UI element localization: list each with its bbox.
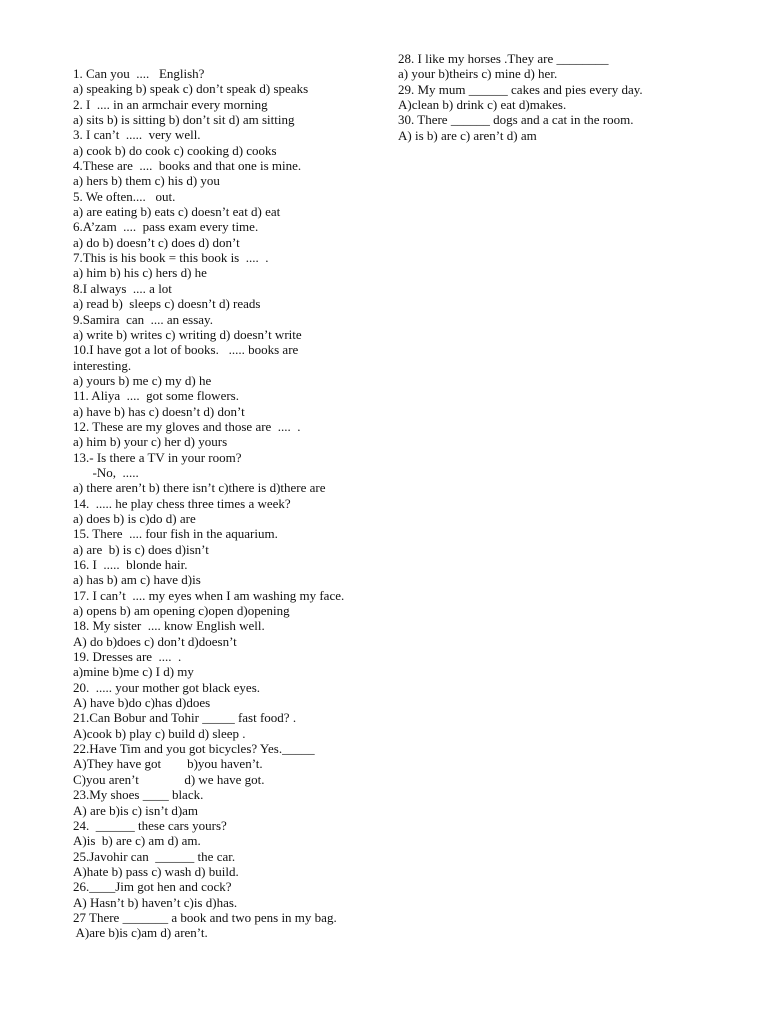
question-line: a) him b) your c) her d) yours xyxy=(73,434,228,450)
question-line: a) does b) is c)do d) are xyxy=(73,510,196,526)
question-line: 26.____Jim got hen and cock? xyxy=(73,879,232,895)
question-line: C)you aren’t d) we have got. xyxy=(73,771,265,787)
question-line: A)are b)is c)am d) aren’t. xyxy=(73,925,208,941)
question-line: 20. ..... your mother got black eyes. xyxy=(73,679,261,695)
question-line: a) him b) his c) hers d) he xyxy=(73,265,207,281)
question-line: 29. My mum ______ cakes and pies every day. xyxy=(398,81,643,97)
question-line: 9.Samira can .... an essay. xyxy=(73,311,213,327)
question-line: A) Hasn’t b) haven’t c)is d)has. xyxy=(73,894,238,910)
left-column xyxy=(73,66,373,941)
question-line: 21.Can Bobur and Tohir _____ fast food? . xyxy=(73,710,297,726)
question-line: 30. There ______ dogs and a cat in the room. xyxy=(398,112,634,128)
question-line: 14. ..... he play chess three times a week? xyxy=(73,495,291,511)
question-line: 18. My sister .... know English well. xyxy=(73,618,265,634)
question-line: interesting. xyxy=(73,357,132,373)
question-line: -No, ..... xyxy=(73,464,139,480)
question-line: a)mine b)me c) I d) my xyxy=(73,664,194,680)
question-line: a) hers b) them c) his d) you xyxy=(73,173,220,189)
question-line: 5. We often.... out. xyxy=(73,188,176,204)
question-line: 8.I always .... a lot xyxy=(73,280,172,296)
question-line: a) yours b) me c) my d) he xyxy=(73,372,212,388)
question-line: a) cook b) do cook c) cooking d) cooks xyxy=(73,142,277,158)
question-line: a) your b)theirs c) mine d) her. xyxy=(398,66,558,82)
question-line: 17. I can’t .... my eyes when I am washing my face. xyxy=(73,587,345,603)
question-line: 19. Dresses are .... . xyxy=(73,649,182,665)
question-line: a) read b) sleeps c) doesn’t d) reads xyxy=(73,296,261,312)
question-line: 16. I ..... blonde hair. xyxy=(73,557,188,572)
question-line: 25.Javohir can ______ the car. xyxy=(73,848,236,864)
question-line: 1. Can you .... English? xyxy=(73,66,205,81)
question-line: 4.These are .... books and that one is mine. xyxy=(73,158,302,174)
question-line: a) there aren’t b) there isn’t c)there is d)there are xyxy=(73,480,326,496)
question-line: A) have b)do c)has d)does xyxy=(73,695,211,711)
question-line: 27 There _______ a book and two pens in my bag. xyxy=(73,909,337,925)
question-line: 7.This is his book = this book is .... . xyxy=(73,250,269,266)
question-line: 23.My shoes ____ black. xyxy=(73,787,204,803)
question-line: A)cook b) play c) build d) sleep . xyxy=(73,725,246,741)
question-line: a) sits b) is sitting b) don’t sit d) am sitting xyxy=(73,112,295,128)
question-line: A)hate b) pass c) wash d) build. xyxy=(73,863,239,879)
question-line: 15. There .... four fish in the aquarium. xyxy=(73,526,278,542)
question-line: 12. These are my gloves and those are .... . xyxy=(73,418,301,434)
right-column xyxy=(398,51,698,143)
question-line: 22.Have Tim and you got bicycles? Yes._____ xyxy=(73,741,315,757)
question-line: A) are b)is c) isn’t d)am xyxy=(73,802,199,818)
question-line: 11. Aliya .... got some flowers. xyxy=(73,388,239,404)
question-line: 6.A’zam .... pass exam every time. xyxy=(73,219,259,235)
question-line: 24. ______ these cars yours? xyxy=(73,817,227,833)
question-line: 10.I have got a lot of books. ..... books are xyxy=(73,342,299,358)
question-line: a) has b) am c) have d)is xyxy=(73,572,201,588)
question-line: A)clean b) drink c) eat d)makes. xyxy=(398,97,567,113)
question-line: 3. I can’t ..... very well. xyxy=(73,127,201,143)
question-line: a) write b) writes c) writing d) doesn’t write xyxy=(73,326,302,342)
question-line: A)is b) are c) am d) am. xyxy=(73,833,201,849)
question-line: a) are eating b) eats c) doesn’t eat d) eat xyxy=(73,204,281,220)
question-line: 28. I like my horses .They are ________ xyxy=(398,51,609,66)
question-line: a) speaking b) speak c) don’t speak d) speaks xyxy=(73,81,309,97)
question-line: 13.- Is there a TV in your room? xyxy=(73,449,242,465)
question-line: a) are b) is c) does d)isn’t xyxy=(73,541,209,557)
question-line: A) do b)does c) don’t d)doesn’t xyxy=(73,633,237,649)
question-line: A)They have got b)you haven’t. xyxy=(73,756,263,772)
question-line: a) have b) has c) doesn’t d) don’t xyxy=(73,403,245,419)
question-line: a) do b) doesn’t c) does d) don’t xyxy=(73,234,240,250)
question-line: A) is b) are c) aren’t d) am xyxy=(398,127,537,143)
question-line: 2. I .... in an armchair every morning xyxy=(73,96,268,112)
question-line: a) opens b) am opening c)open d)opening xyxy=(73,603,290,619)
